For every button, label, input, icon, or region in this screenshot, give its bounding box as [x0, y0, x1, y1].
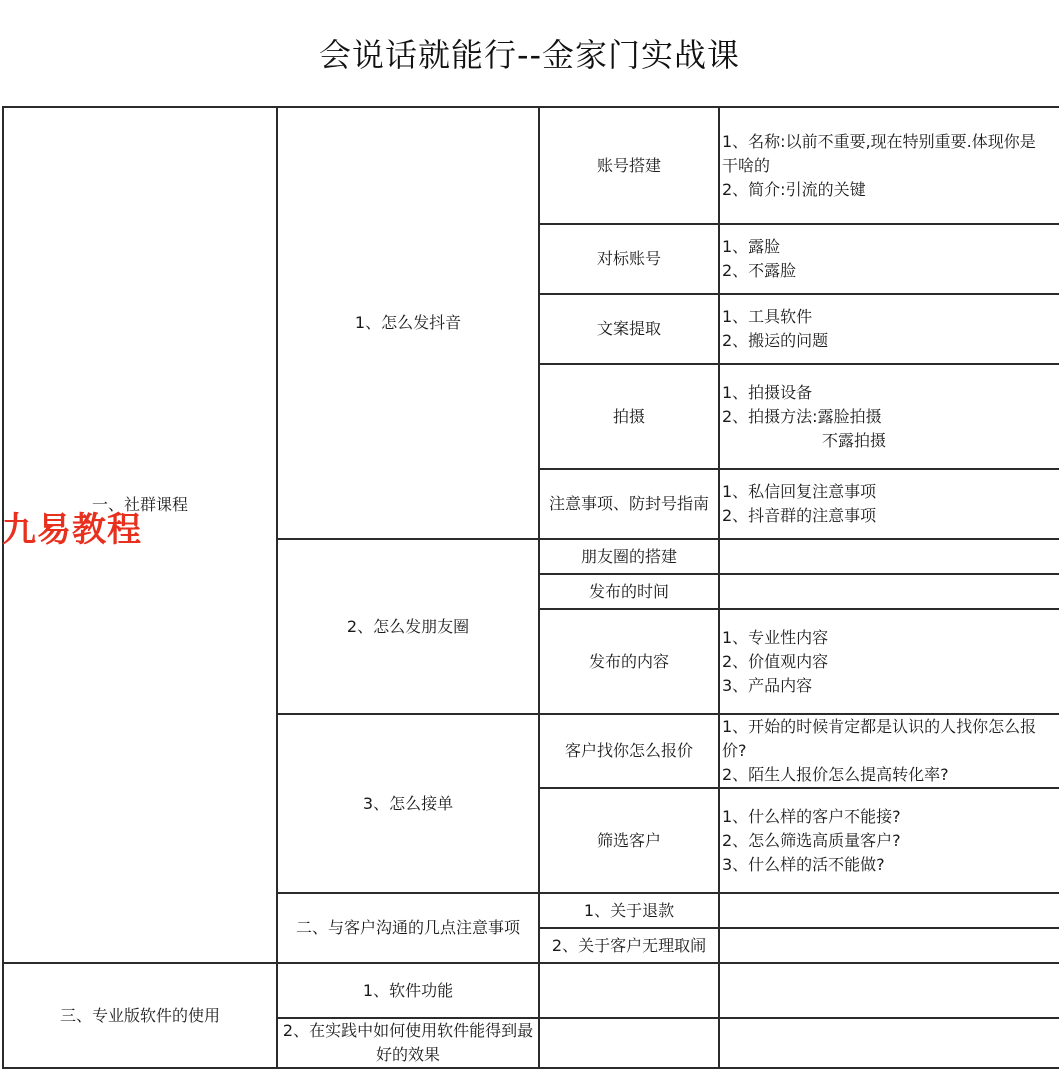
topic-cell: 文案提取: [539, 294, 719, 364]
detail-line: 3、产品内容: [722, 675, 813, 695]
detail-cell: [719, 294, 1059, 364]
topic-cell: 账号搭建: [539, 107, 719, 224]
topic-cell: 客户找你怎么报价: [539, 714, 719, 788]
detail-line: 2、怎么筛选高质量客户?: [722, 830, 901, 850]
topic-cell: 拍摄: [539, 364, 719, 469]
detail-cell: [719, 963, 1059, 1018]
detail-line: 2、拍摄方法:露脸拍摄: [722, 406, 882, 426]
group-label: 1、软件功能: [277, 963, 539, 1018]
detail-cell: [719, 539, 1059, 574]
detail-cell: [719, 1018, 1059, 1068]
detail-line: 1、工具软件: [722, 307, 813, 326]
detail-line: 2、搬运的问题: [722, 331, 829, 350]
detail-line: 1、拍摄设备: [722, 382, 813, 402]
watermark: 九易教程: [2, 510, 142, 550]
group-label: 3、怎么接单: [277, 714, 539, 893]
group-label-line: 2、在实践中如何使用软件能得到最: [282, 1021, 534, 1040]
detail-cell: [719, 469, 1059, 539]
detail-line: 1、专业性内容: [722, 627, 829, 647]
detail-line: 价?: [722, 741, 747, 760]
detail-line: 干啥的: [722, 155, 771, 175]
detail-line: 2、价值观内容: [722, 651, 829, 671]
group-label: 2、关于客户无理取闹: [539, 928, 719, 963]
topic-cell: 发布的时间: [539, 574, 719, 609]
detail-cell: [719, 224, 1059, 294]
group-label: 2、怎么发朋友圈: [277, 539, 539, 714]
detail-cell: [719, 714, 1059, 788]
group-label: 1、怎么发抖音: [277, 107, 539, 539]
detail-line: 2、简介:引流的关键: [722, 179, 866, 199]
topic-cell: [539, 963, 719, 1018]
topic-cell: [539, 1018, 719, 1068]
detail-line: 1、什么样的客户不能接?: [722, 806, 901, 826]
detail-line: 1、名称:以前不重要,现在特别重要.体现你是: [722, 131, 1036, 151]
detail-line: 1、私信回复注意事项: [722, 482, 877, 501]
detail-cell: [719, 609, 1059, 714]
topic-cell: 朋友圈的搭建: [539, 539, 719, 574]
group-label: 1、关于退款: [539, 893, 719, 928]
topic-cell: 筛选客户: [539, 788, 719, 893]
page-title: 会说话就能行--金家门实战课: [318, 36, 741, 74]
section-label: 二、与客户沟通的几点注意事项: [277, 893, 539, 963]
detail-line: 2、抖音群的注意事项: [722, 506, 877, 525]
topic-cell: 发布的内容: [539, 609, 719, 714]
detail-cell: [719, 788, 1059, 893]
topic-cell: [719, 928, 1059, 963]
detail-cell: [719, 107, 1059, 224]
section-label: 三、专业版软件的使用: [3, 963, 277, 1068]
section-label: 一、社群课程: [3, 107, 277, 963]
course-outline-table: [2, 106, 1059, 1069]
detail-line: 3、什么样的活不能做?: [722, 854, 885, 874]
group-label: [277, 1018, 539, 1068]
table-row: [3, 107, 1059, 224]
detail-line: 2、陌生人报价怎么提高转化率?: [722, 765, 949, 784]
detail-line: 1、露脸: [722, 237, 781, 256]
detail-line: 1、开始的时候肯定都是认识的人找你怎么报: [722, 717, 1037, 736]
group-label-line: 好的效果: [375, 1045, 440, 1064]
detail-cell: [719, 364, 1059, 469]
detail-cell: [719, 574, 1059, 609]
detail-line: 不露拍摄: [822, 430, 887, 450]
table-row: [3, 963, 1059, 1018]
topic-cell: 注意事项、防封号指南: [539, 469, 719, 539]
topic-cell: [719, 893, 1059, 928]
detail-line: 2、不露脸: [722, 261, 797, 280]
topic-cell: 对标账号: [539, 224, 719, 294]
